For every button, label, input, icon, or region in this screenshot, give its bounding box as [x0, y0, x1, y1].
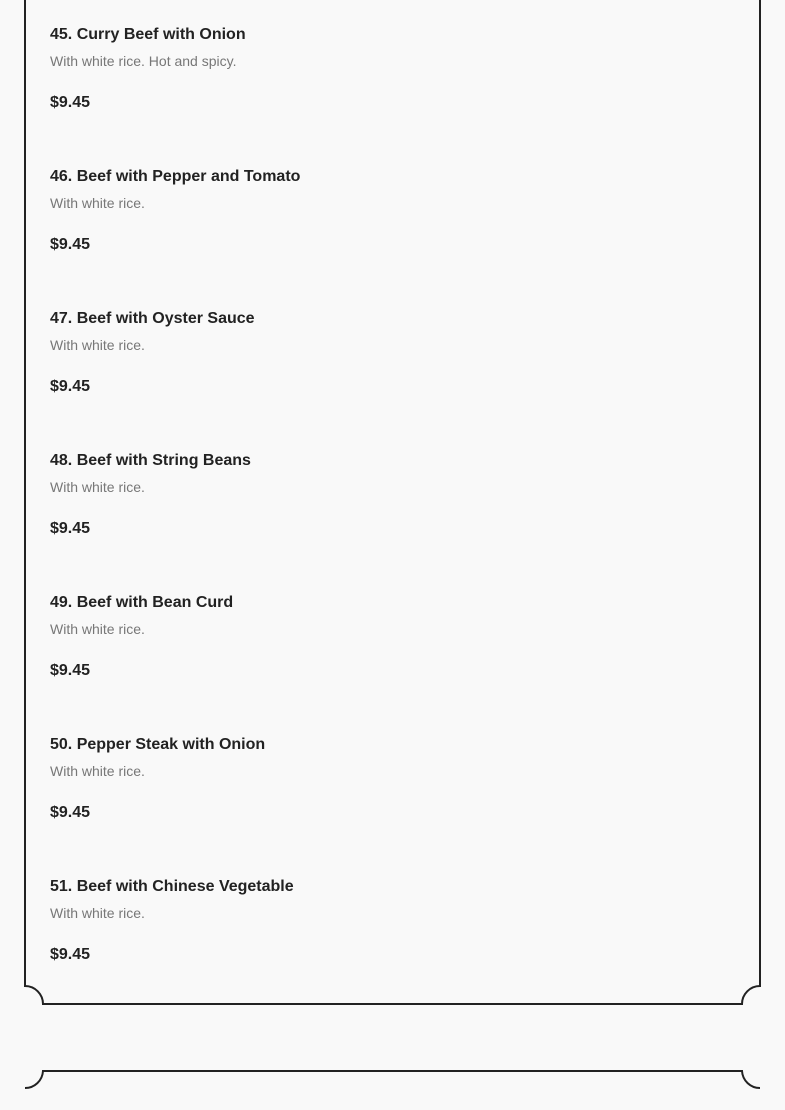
menu-item[interactable]: [50, 734, 740, 876]
item-name: 45. Curry Beef with Onion: [50, 26, 246, 43]
item-price: $9.45: [50, 378, 91, 395]
item-name: 49. Beef with Bean Curd: [50, 594, 234, 611]
menu-item[interactable]: [50, 876, 740, 1018]
item-price: $9.45: [50, 236, 91, 253]
menu-item[interactable]: [50, 308, 740, 450]
item-description: With white rice.: [50, 763, 145, 779]
item-name: 50. Pepper Steak with Onion: [50, 736, 266, 753]
menu-item[interactable]: [50, 166, 740, 308]
item-description: With white rice.: [50, 479, 145, 495]
item-name: 47. Beef with Oyster Sauce: [50, 310, 255, 327]
item-name: 51. Beef with Chinese Vegetable: [50, 878, 294, 895]
menu-item-list: [50, 24, 740, 1018]
item-price: $9.45: [50, 662, 91, 679]
item-price: $9.45: [50, 804, 91, 821]
item-description: With white rice.: [50, 337, 145, 353]
item-price: $9.45: [50, 946, 91, 963]
menu-item[interactable]: [50, 450, 740, 592]
item-name: 46. Beef with Pepper and Tomato: [50, 168, 301, 185]
next-menu-section-border: [24, 1070, 761, 1110]
item-price: $9.45: [50, 94, 91, 111]
item-price: $9.45: [50, 520, 91, 537]
item-description: With white rice.: [50, 195, 145, 211]
item-description: With white rice.: [50, 621, 145, 637]
menu-item[interactable]: [50, 592, 740, 734]
item-name: 48. Beef with String Beans: [50, 452, 251, 469]
menu-section-card: [24, 0, 761, 1006]
item-description: With white rice. Hot and spicy.: [50, 53, 237, 69]
next-menu-section-card: [24, 1070, 761, 1110]
menu-item[interactable]: [50, 24, 740, 166]
item-description: With white rice.: [50, 905, 145, 921]
